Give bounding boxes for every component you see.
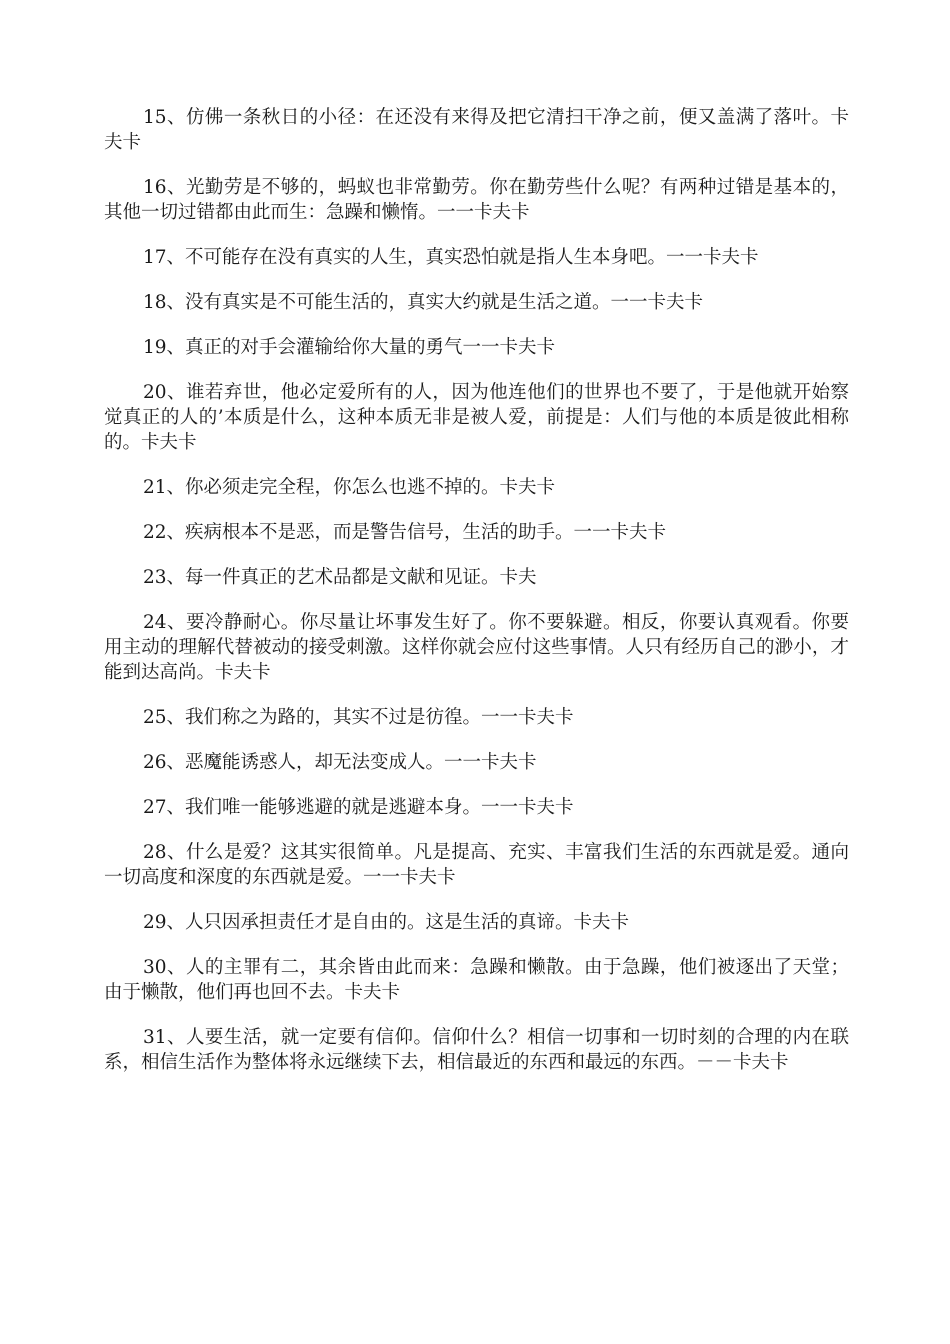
quote-19: 19、真正的对手会灌输给你大量的勇气一一卡夫卡 [143, 337, 556, 358]
quote-15: 15、仿佛一条秋日的小径：在还没有来得及把它清扫干净之前，便又盖满了落叶。卡夫卡 [104, 107, 849, 153]
quote-21: 21、你必须走完全程，你怎么也逃不掉的。卡夫卡 [143, 477, 556, 498]
quote-17: 17、不可能存在没有真实的人生，真实恐怕就是指人生本身吧。一一卡夫卡 [143, 247, 759, 268]
quote-28: 28、什么是爱？这其实很简单。凡是提高、充实、丰富我们生活的东西就是爱。通向一切高度和深度的东西就是爱。一一卡夫卡 [104, 842, 849, 888]
quote-30: 30、人的主罪有二，其余皆由此而来：急躁和懒散。由于急躁，他们被逐出了天堂；由于懒散，他们再也回不去。卡夫卡 [104, 957, 849, 1003]
quote-29: 29、人只因承担责任才是自由的。这是生活的真谛。卡夫卡 [143, 912, 630, 933]
quote-18: 18、没有真实是不可能生活的，真实大约就是生活之道。一一卡夫卡 [143, 292, 704, 313]
quote-27: 27、我们唯一能够逃避的就是逃避本身。一一卡夫卡 [143, 797, 574, 818]
quote-16: 16、光勤劳是不够的，蚂蚁也非常勤劳。你在勤劳些什么呢？有两种过错是基本的，其他一切过错都由此而生：急躁和懒惰。一一卡夫卡 [104, 177, 849, 223]
quote-31: 31、人要生活，就一定要有信仰。信仰什么？相信一切事和一切时刻的合理的内在联系，相信生活作为整体将永远继续下去，相信最近的东西和最远的东西。－－卡夫卡 [104, 1027, 849, 1073]
quote-24: 24、要冷静耐心。你尽量让坏事发生好了。你不要躲避。相反，你要认真观看。你要用主动的理解代替被动的接受刺激。这样你就会应付这些事情。人只有经历自己的渺小，才能到达高尚。卡夫卡 [104, 612, 849, 683]
quote-26: 26、恶魔能诱惑人，却无法变成人。一一卡夫卡 [143, 752, 537, 773]
quote-23: 23、每一件真正的艺术品都是文献和见证。卡夫 [143, 567, 537, 588]
quote-list [104, 105, 849, 1095]
quote-20: 20、谁若弃世，他必定爱所有的人，因为他连他们的世界也不要了，于是他就开始察觉真正的人的’本质是什么，这种本质无非是被人爱，前提是：人们与他的本质是彼此相称的。卡夫卡 [104, 382, 849, 453]
quote-25: 25、我们称之为路的，其实不过是彷徨。一一卡夫卡 [143, 707, 574, 728]
quote-22: 22、疾病根本不是恶，而是警告信号，生活的助手。一一卡夫卡 [143, 522, 667, 543]
